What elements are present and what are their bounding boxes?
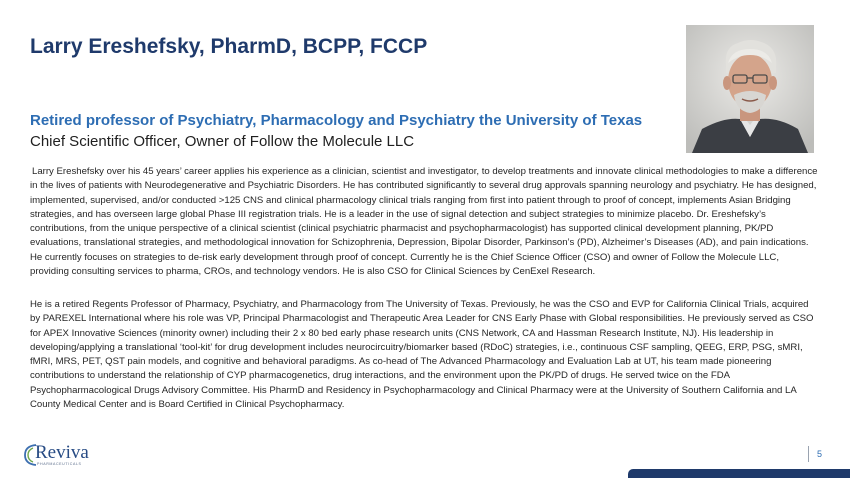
logo-subtext: PHARMACEUTICALS: [37, 462, 82, 466]
bio-paragraph-2: He is a retired Regents Professor of Pharmacy, Psychiatry, and Pharmacology from The University of Texas. Previously, he was the CSO and EVP for California Clinical Trials, acquired by PAREXEL International where his role was VP, Principal Pharmacologist and Therapeutic Area Leader for CNS Early Phase with Global responsibilities. He previously served as CSO for APEX Innovative Sciences (minority owner) including their 2 x 80 bed early phase research units (CNS Network, CA and Hassman Research Institute, NJ). His leadership in developing/applying a translational ‘tool-kit’ for drug development includes neurocircuitry/biomarker based (RDoC) strategies, i.e., continuous CSF sampling, QEEG, ERP, PSG, sMRI, fMRI, MRS, PET, QST pain models, and cognitive and behavioral paradigms. As co-head of The Advanced Pharmacology and Evaluation Lab at UT, his team made pioneering contributions to understand the relationship of CYP pharmacogenetics, drug interactions, and the environment upon the PK/PD of drugs. He served twice on the FDA Psychopharmacological Drugs Advisory Committee. His PharmD and Residency in Psychopharmacology and Clinical Pharmacy were at the University of Southern California and LA County Medical Center and is Board Certified in Clinical Psychopharmacy.: [30, 299, 814, 411]
role-line: Chief Scientific Officer, Owner of Follow the Molecule LLC: [30, 133, 415, 150]
bio-paragraph-1: Larry Ereshefsky over his 45 years’ career applies his experience as a clinician, scientist and investigator, to develop treatments and innovate clinical methodologies to make a difference in the lives of patients with Neurodegenerative and Psychiatric Disorders. He has contributed significantly to several drug approvals spanning neurology and psychiatry. He has designed, implemented, supervised, and/or conducted >125 CNS and clinical pharmacology clinical trials ranging from first into patient through to proof of concept, implements Asian Bridging strategies, and has overseen large global Phase III registration trials. He is a leader in the use of signal detection and subject strategies to minimize placebo. Dr. Ereshefsky’s contributions, from the unique perspective of a clinical scientist (clinical psychiatric pharmacist and psychopharmacologist) has supported clinical development planning, PK/PD evaluations, translational strategies, and methodological innovation for Schizophrenia, Depression, Bipolar Disorder, Parkinson’s (PD), Alzheimer’s Diseases (AD), and pain indications. He currently focuses on strategies to de-risk early development through proof of concept. Currently he is the Chief Science Officer (CSO) and owner of Follow the Molecule LLC, providing consulting services to pharma, CROs, and technology vendors. He is also CSO for Clinical Sciences by CenExel Research.: [30, 166, 818, 278]
page-number: 5: [817, 449, 823, 459]
footer-divider: [808, 446, 809, 462]
subtitle: Retired professor of Psychiatry, Pharmacology and Psychiatry the University of Texas: [30, 112, 643, 129]
logo-wordmark: Reviva: [35, 442, 89, 463]
page-title: Larry Ereshefsky, PharmD, BCPP, FCCP: [30, 35, 428, 58]
portrait-photo: [686, 25, 814, 153]
footer-accent-bar: [628, 469, 850, 478]
